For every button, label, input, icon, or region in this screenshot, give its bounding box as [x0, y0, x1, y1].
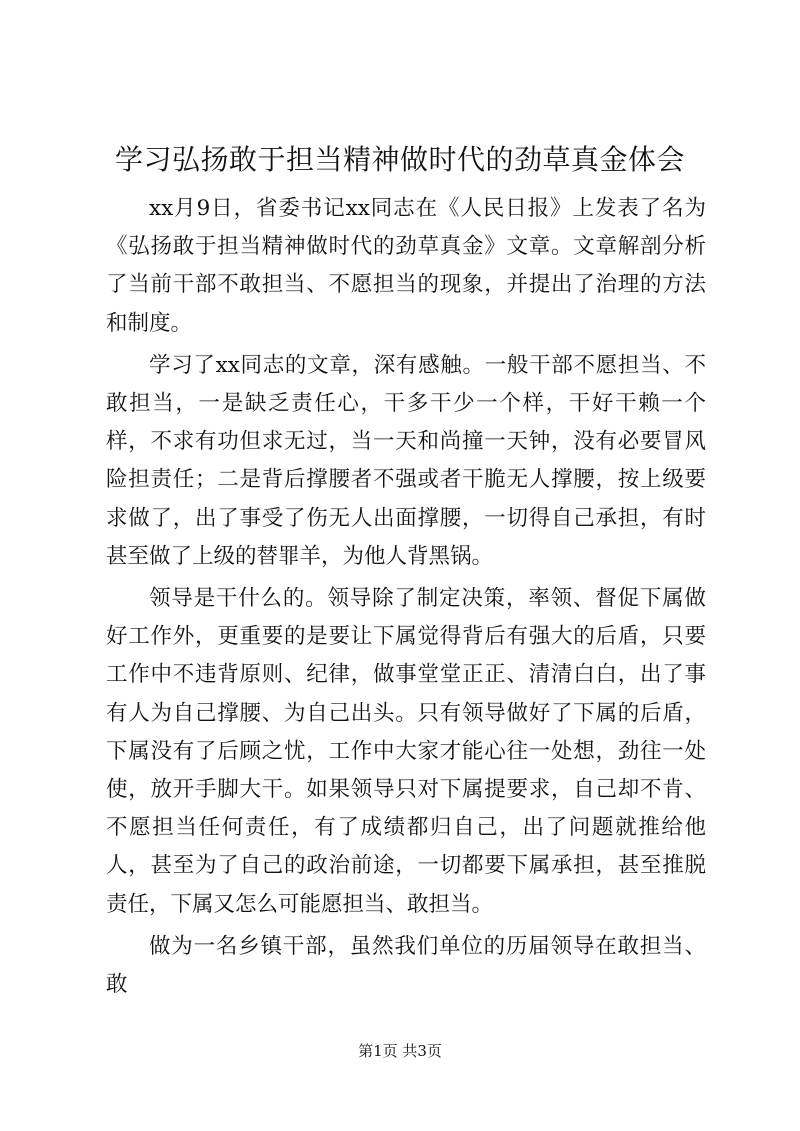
paragraph-2: 学习了xx同志的文章，深有感触。一般干部不愿担当、不敢担当，一是缺乏责任心，干多干少一个样，干好干赖一个样，不求有功但求无过，当一天和尚撞一天钟，没有必要冒风险担责任；二是背后撑腰者不强或者干脆无人撑腰，按上级要求做了，出了事受了伤无人出面撑腰，一切得自己承担，有时甚至做了上级的替罪羊，为他人背黑锅。 — [106, 352, 706, 569]
paragraph-1: xx月9日，省委书记xx同志在《人民日报》上发表了名为《弘扬敢于担当精神做时代的劲草真金》文章。文章解剖分析了当前干部不敢担当、不愿担当的现象，并提出了治理的方法和制度。 — [106, 196, 706, 336]
document-body — [106, 190, 706, 1008]
document-title: 学习弘扬敢于担当精神做时代的劲草真金体会 — [114, 143, 685, 176]
page-number-footer: 第1页 共3页 — [358, 1042, 442, 1060]
paragraph-3: 领导是干什么的。领导除了制定决策，率领、督促下属做好工作外，更重要的是要让下属觉得背后有强大的后盾，只要工作中不违背原则、纪律，做事堂堂正正、清清白白，出了事有人为自己撑腰、为自己出头。只有领导做好了下属的后盾，下属没有了后顾之忧，工作中大家才能心往一处想，劲往一处使，放开手脚大干。如果领导只对下属提要求，自己却不肯、不愿担当任何责任，有了成绩都归自己，出了问题就推给他人，甚至为了自己的政治前途，一切都要下属承担，甚至推脱责任，下属又怎么可能愿担当、敢担当。 — [106, 586, 706, 917]
paragraph-4: 做为一名乡镇干部，虽然我们单位的历届领导在敢担当、敢 — [106, 933, 706, 998]
